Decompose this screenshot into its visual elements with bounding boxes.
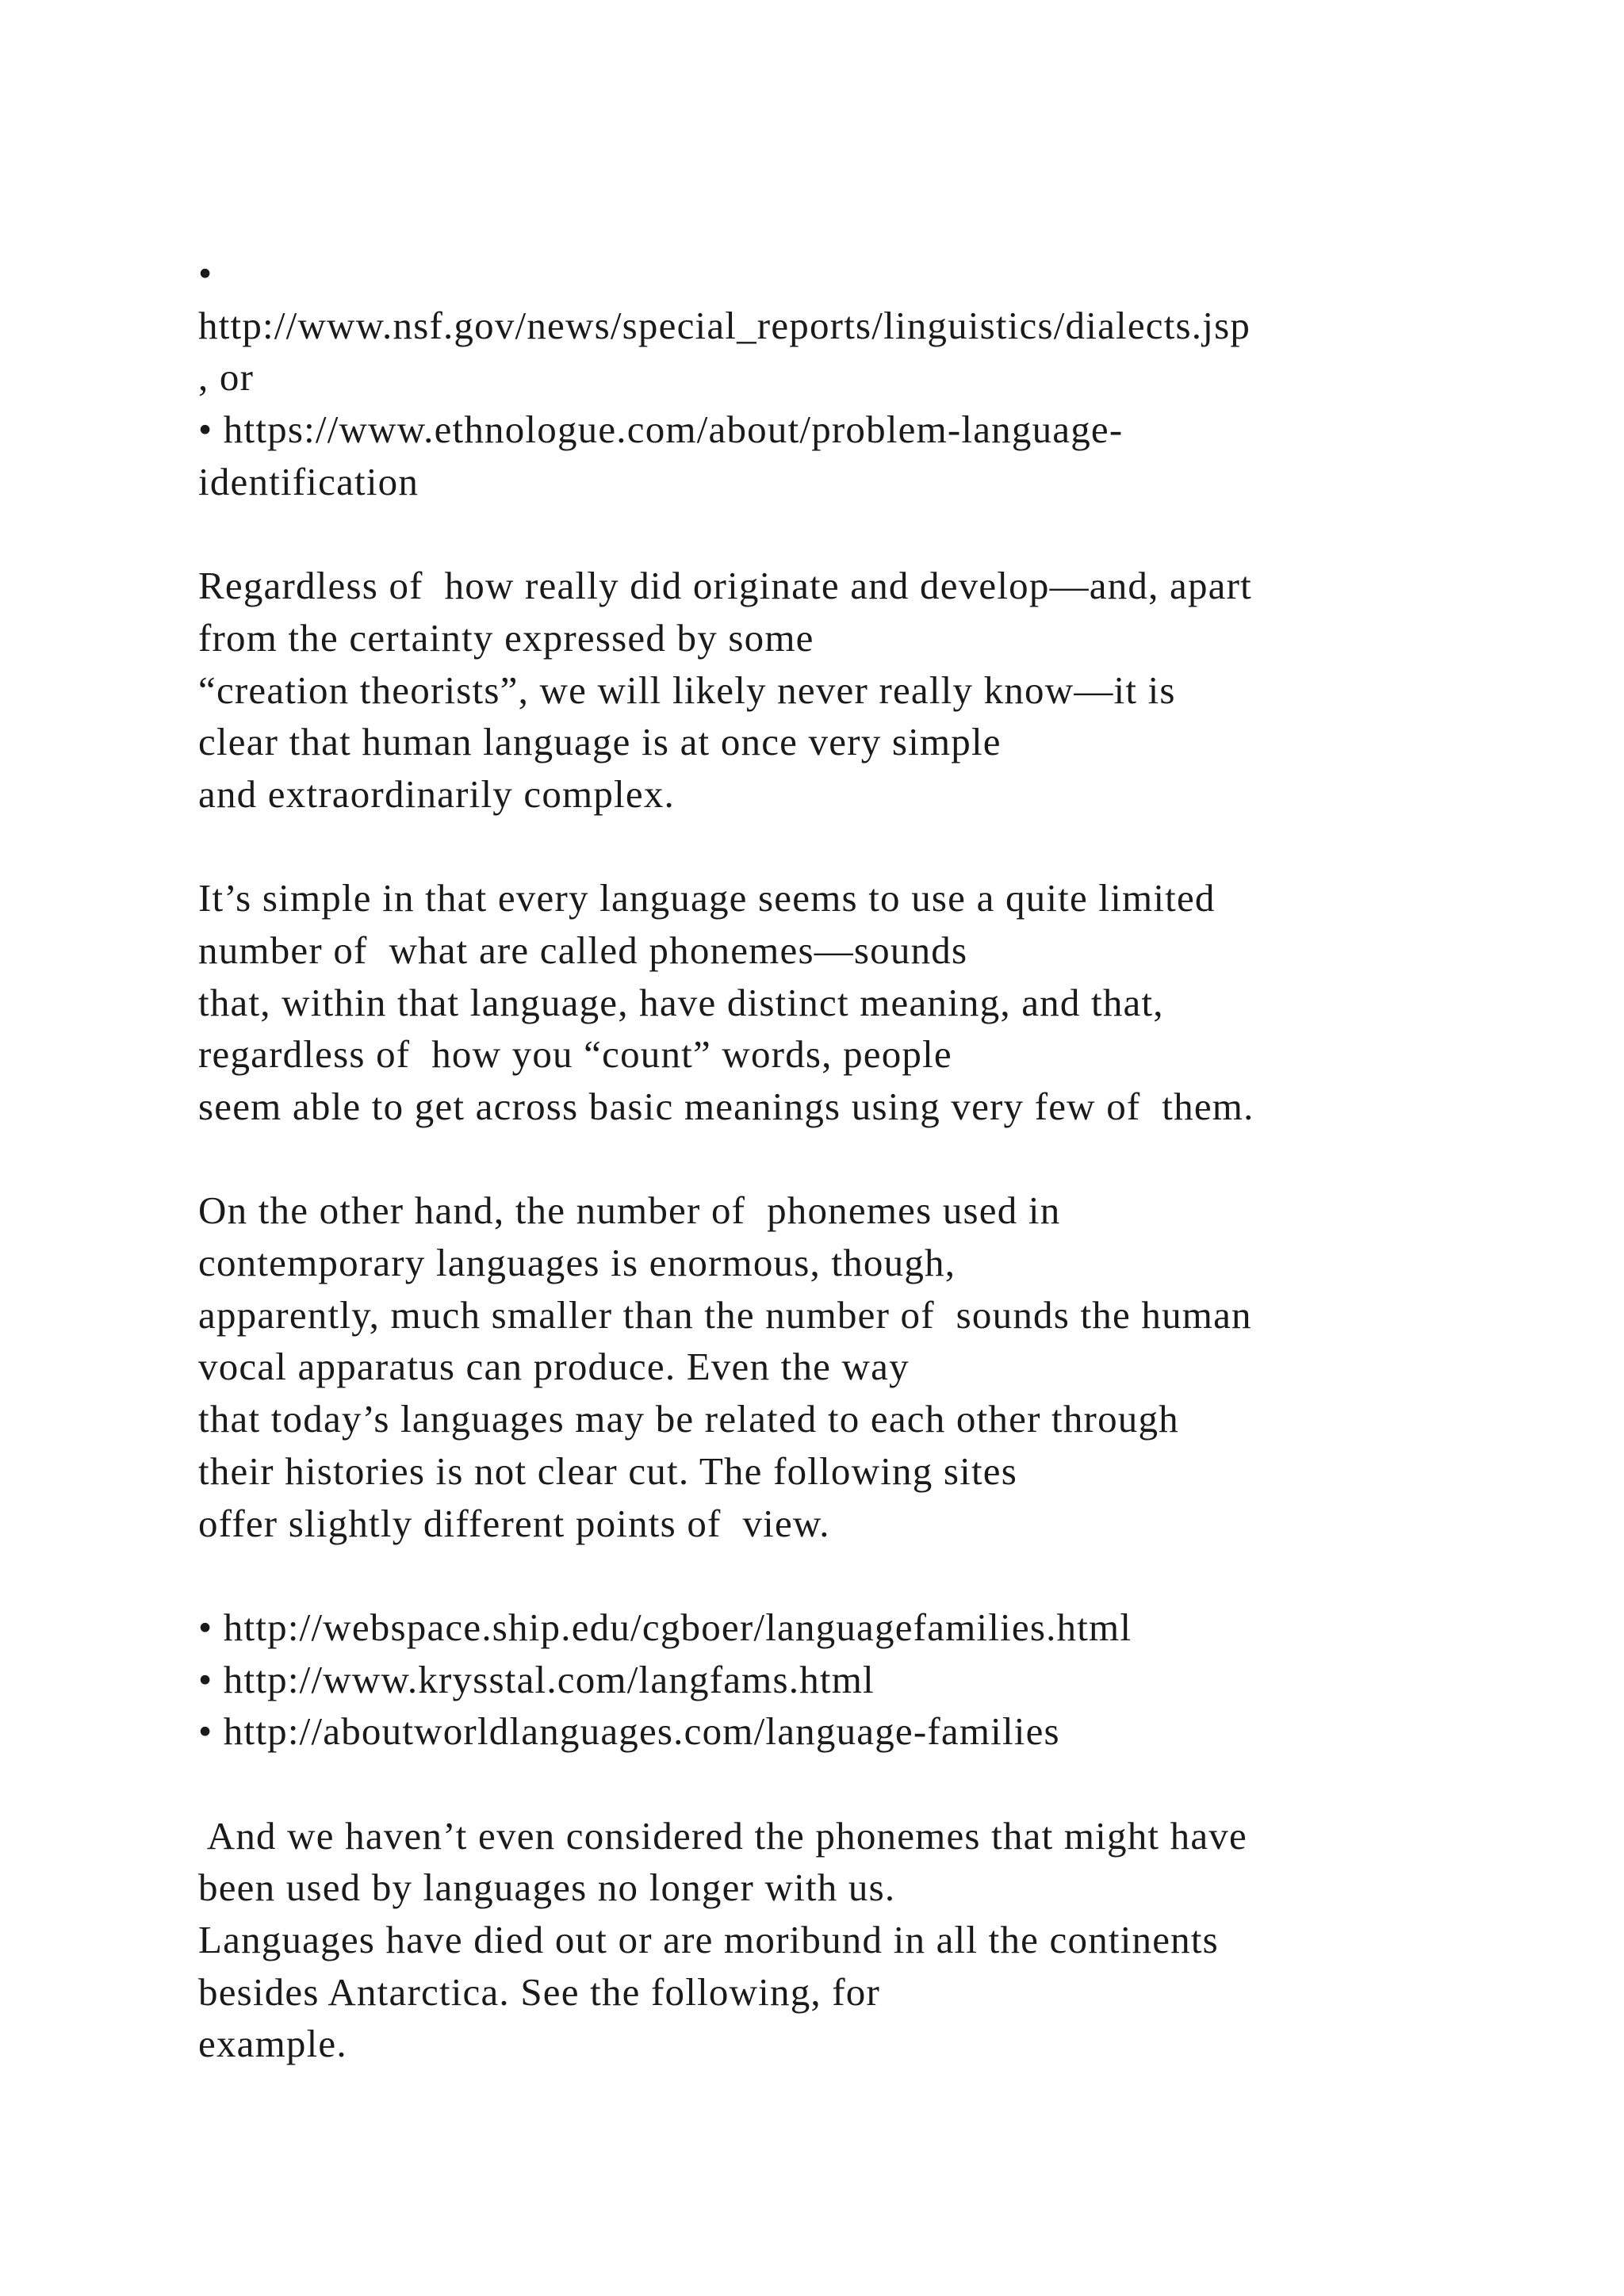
link-webspace-ship[interactable]: • http://webspace.ship.edu/cgboer/languagefamilies.html bbox=[198, 1605, 1132, 1649]
paragraph-4-line: example. bbox=[198, 2022, 347, 2066]
paragraph-2-line: It’s simple in that every language seems to use a quite limited bbox=[198, 876, 1216, 920]
link-krysstal[interactable]: • http://www.krysstal.com/langfams.html bbox=[198, 1657, 875, 1701]
paragraph-4-line: besides Antarctica. See the following, for bbox=[198, 1969, 881, 2014]
paragraph-4-line: Languages have died out or are moribund in all the continents bbox=[198, 1918, 1219, 1961]
link-ethnologue-continued[interactable]: identification bbox=[198, 459, 419, 503]
link-aboutworldlanguages[interactable]: • http://aboutworldlanguages.com/language-families bbox=[198, 1709, 1060, 1754]
bullet-marker: • bbox=[198, 251, 213, 295]
paragraph-1-line: and extraordinarily complex. bbox=[198, 771, 675, 816]
paragraph-gap bbox=[198, 507, 1530, 560]
paragraph-1-line: Regardless of how really did originate and develop—and, apart bbox=[198, 564, 1252, 608]
paragraph-gap bbox=[198, 821, 1530, 873]
paragraph-2-line: regardless of how you “count” words, people bbox=[198, 1032, 952, 1077]
text-line: , or bbox=[198, 355, 255, 400]
paragraph-3-line: that today’s languages may be related to each other through bbox=[198, 1397, 1179, 1441]
paragraph-3-line: their histories is not clear cut. The following sites bbox=[198, 1448, 1017, 1493]
link-nsf-dialects[interactable]: http://www.nsf.gov/news/special_reports/linguistics/dialects.jsp bbox=[198, 303, 1251, 347]
paragraph-3-line: vocal apparatus can produce. Even the way bbox=[198, 1345, 910, 1389]
paragraph-gap bbox=[198, 1758, 1530, 1810]
paragraph-3-line: offer slightly different points of view. bbox=[198, 1501, 830, 1545]
paragraph-4-line: And we haven’t even considered the phonemes that might have bbox=[198, 1813, 1247, 1858]
paragraph-gap bbox=[198, 1133, 1530, 1185]
paragraph-gap bbox=[198, 1549, 1530, 1601]
paragraph-1-line: from the certainty expressed by some bbox=[198, 615, 814, 660]
paragraph-1-line: “creation theorists”, we will likely never really know—it is bbox=[198, 668, 1176, 712]
paragraph-3-line: On the other hand, the number of phonemes used in bbox=[198, 1188, 1061, 1233]
document-body bbox=[198, 247, 1530, 2070]
paragraph-4-line: been used by languages no longer with us. bbox=[198, 1866, 896, 1910]
paragraph-2-line: seem able to get across basic meanings using very few of them. bbox=[198, 1085, 1254, 1128]
paragraph-3-line: apparently, much smaller than the number of sounds the human bbox=[198, 1292, 1252, 1337]
paragraph-1-line: clear that human language is at once very simple bbox=[198, 720, 1002, 764]
link-ethnologue[interactable]: • https://www.ethnologue.com/about/problem-language- bbox=[198, 408, 1124, 452]
paragraph-3-line: contemporary languages is enormous, though, bbox=[198, 1241, 956, 1285]
paragraph-2-line: number of what are called phonemes—sounds bbox=[198, 928, 968, 972]
paragraph-2-line: that, within that language, have distinct meaning, and that, bbox=[198, 980, 1164, 1024]
